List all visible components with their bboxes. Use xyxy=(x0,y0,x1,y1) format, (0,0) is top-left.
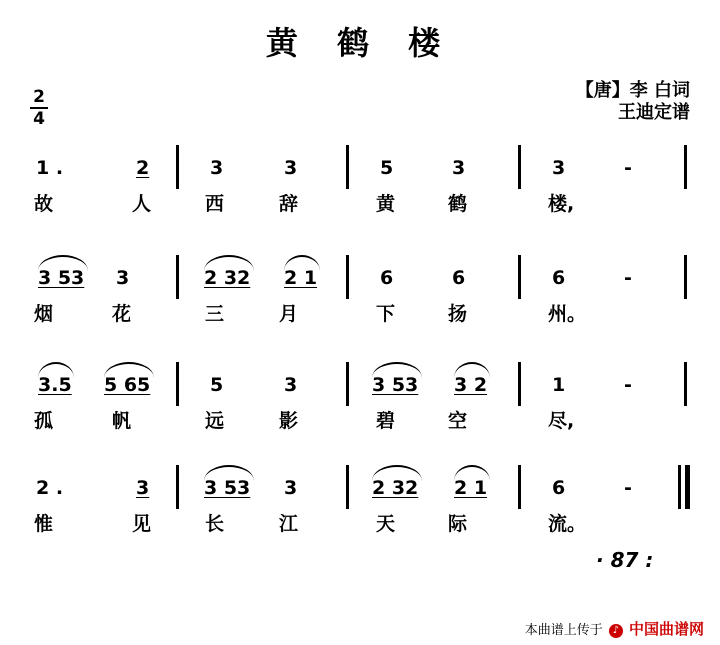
barline xyxy=(346,465,349,509)
lyric: 江 xyxy=(279,513,299,535)
note: 5 65 xyxy=(104,374,151,396)
note: 3 xyxy=(552,157,566,179)
footer-site-link[interactable]: 中国曲谱网 xyxy=(628,620,704,638)
note: 6 xyxy=(452,267,466,289)
note: 3 53 xyxy=(204,477,251,499)
lyric: 月 xyxy=(279,303,299,325)
note-dash: - xyxy=(624,267,632,289)
staff-row-3 xyxy=(0,362,720,432)
note: 3 xyxy=(210,157,224,179)
note: 5 xyxy=(210,374,224,396)
barline xyxy=(518,465,521,509)
page-number: · 87 : xyxy=(596,548,654,572)
note: 5 xyxy=(380,157,394,179)
note: 6 xyxy=(552,477,566,499)
lyric: 黄 xyxy=(376,193,396,215)
meter-top: 2 xyxy=(33,87,45,107)
barline xyxy=(176,255,179,299)
barline xyxy=(176,362,179,406)
lyric: 际 xyxy=(448,513,468,535)
note: 2 . xyxy=(36,477,64,499)
lyric: 碧 xyxy=(376,410,396,432)
barline xyxy=(684,362,687,406)
note: 3 xyxy=(116,267,130,289)
note: 1 . xyxy=(36,157,64,179)
barline xyxy=(346,362,349,406)
meter-bottom: 4 xyxy=(33,109,45,129)
note-dash: - xyxy=(624,157,632,179)
note: 2 1 xyxy=(454,477,488,499)
lyric: 州。 xyxy=(548,303,587,325)
note: 3 53 xyxy=(372,374,419,396)
lyric: 天 xyxy=(376,513,396,535)
lyric: 影 xyxy=(279,410,299,432)
lyric: 辞 xyxy=(279,193,299,215)
lyric: 下 xyxy=(376,303,396,325)
lyric: 三 xyxy=(205,303,225,325)
lyric: 尽, xyxy=(548,410,575,432)
note: 6 xyxy=(380,267,394,289)
note-dash: - xyxy=(624,374,632,396)
lyric: 远 xyxy=(205,410,225,432)
note: 2 1 xyxy=(284,267,318,289)
lyric: 孤 xyxy=(34,410,54,432)
footer-text: 本曲谱上传于 xyxy=(524,623,603,638)
lyric: 楼, xyxy=(548,193,575,215)
note: 2 xyxy=(136,157,150,179)
lyric: 西 xyxy=(205,193,225,215)
final-barline-thin xyxy=(678,465,681,509)
lyric: 扬 xyxy=(448,303,468,325)
lyric: 鹤 xyxy=(448,193,468,215)
credits xyxy=(576,80,690,124)
barline xyxy=(346,145,349,189)
note: 1 xyxy=(552,374,566,396)
composer-credit: 王迪定谱 xyxy=(618,102,690,123)
lyric: 空 xyxy=(448,410,468,432)
lyric: 惟 xyxy=(34,513,54,535)
note: 3.5 xyxy=(38,374,72,396)
page-number-value: 87 xyxy=(610,548,639,572)
song-title: 黄 鹤 楼 xyxy=(265,24,455,62)
note: 2 32 xyxy=(372,477,419,499)
barline xyxy=(346,255,349,299)
note: 3 53 xyxy=(38,267,85,289)
barline xyxy=(518,255,521,299)
final-barline-thick xyxy=(685,465,690,509)
barline xyxy=(176,145,179,189)
lyric: 帆 xyxy=(112,410,132,432)
lyric: 见 xyxy=(132,513,152,535)
site-logo-icon: ♪ xyxy=(609,624,623,638)
lyricist-credit: 【唐】李 白词 xyxy=(575,80,690,101)
barline xyxy=(518,145,521,189)
barline xyxy=(684,255,687,299)
lyric: 花 xyxy=(112,303,132,325)
note: 2 32 xyxy=(204,267,251,289)
barline xyxy=(684,145,687,189)
note: 3 xyxy=(284,157,298,179)
barline xyxy=(518,362,521,406)
time-signature xyxy=(30,88,48,128)
note-dash: - xyxy=(624,477,632,499)
lyric: 故 xyxy=(34,193,54,215)
note: 3 xyxy=(136,477,150,499)
staff-row-2 xyxy=(0,255,720,325)
lyric: 烟 xyxy=(34,303,54,325)
note: 3 xyxy=(284,374,298,396)
note: 3 xyxy=(452,157,466,179)
staff-row-1 xyxy=(0,145,720,215)
lyric: 流。 xyxy=(548,513,587,535)
note: 3 xyxy=(284,477,298,499)
barline xyxy=(176,465,179,509)
lyric: 长 xyxy=(205,513,225,535)
lyric: 人 xyxy=(132,193,152,215)
upload-footer xyxy=(525,618,704,639)
note: 6 xyxy=(552,267,566,289)
staff-row-4 xyxy=(0,465,720,535)
note: 3 2 xyxy=(454,374,488,396)
